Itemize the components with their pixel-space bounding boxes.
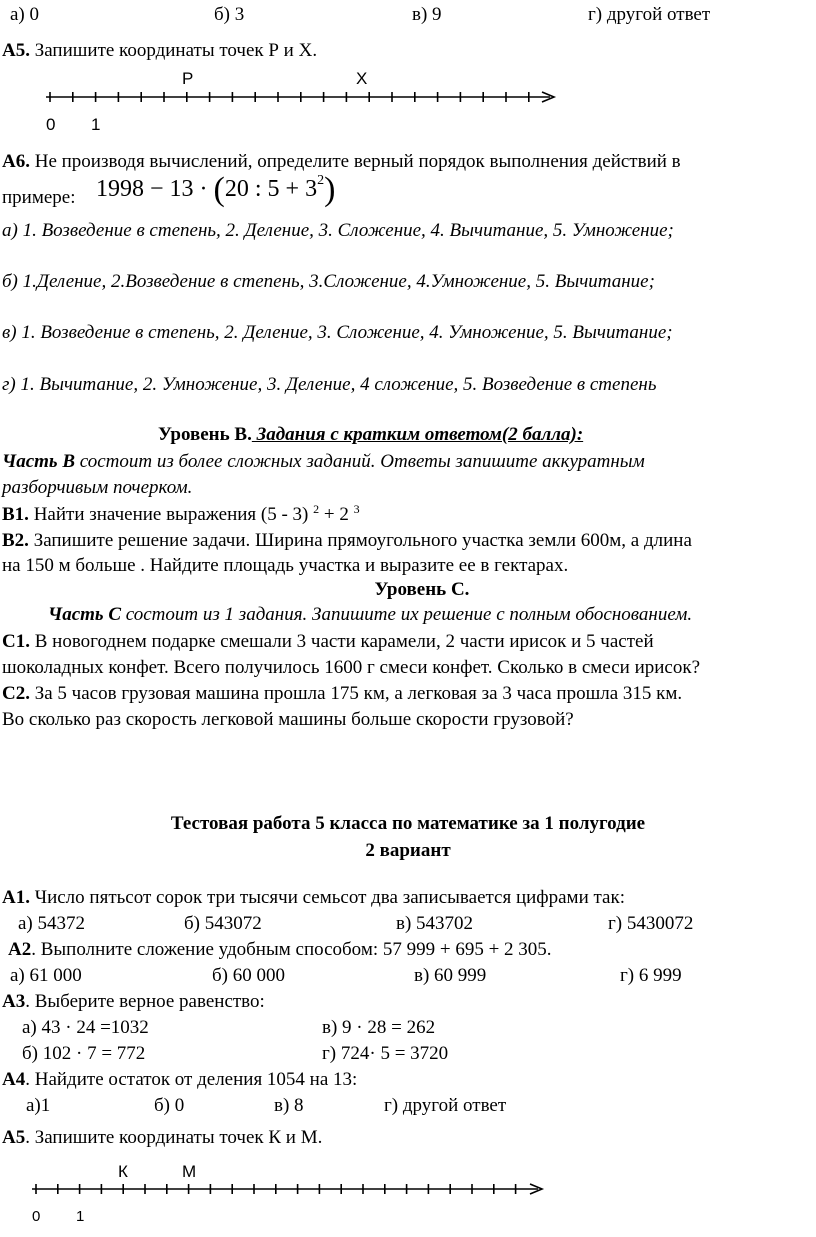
task-text: . Найдите остаток от деления 1054 на 13: — [25, 1069, 358, 1090]
task-c2 — [2, 682, 682, 706]
a3-option-c: в) 9 · 28 = 262 — [322, 1017, 436, 1038]
task-number: В1. — [2, 504, 29, 525]
label-0: 0 — [32, 1208, 41, 1225]
power: 3 — [353, 502, 360, 516]
a1-option-c: в) 543702 — [396, 913, 474, 934]
answer-b: б) 3 — [214, 4, 245, 25]
variant2-subtitle: 2 вариант — [365, 840, 451, 861]
math-expression: 1998 − 13 · (20 : $5 + 3^2$) — [96, 171, 336, 208]
task-number: В2. — [2, 530, 29, 551]
task-number: С1. — [2, 631, 30, 652]
task-b1 — [2, 503, 360, 527]
variant2-title: Тестовая работа 5 класса по математике за 1 полугодие — [170, 813, 646, 834]
task-text: Не производя вычислений, определите верный порядок выполнения действий в — [29, 151, 681, 172]
part-b-desc-2: разборчивым почерком. — [2, 477, 193, 498]
number-line-2 — [0, 1160, 560, 1230]
task-number: А2 — [8, 939, 32, 960]
label-m: М — [182, 1162, 197, 1181]
task-number: А4 — [2, 1069, 26, 1090]
task-c2-line2: Во сколько раз скорость легковой машины больше скорости грузовой? — [2, 709, 574, 730]
part-text: состоит из более сложных заданий. Ответы запишите аккуратным — [75, 451, 645, 472]
part-text: состоит из 1 задания. Запишите их решение с полным обоснованием. — [121, 604, 693, 625]
task-a1 — [2, 886, 625, 910]
task-text: Найти значение выражения (5 - 3) — [28, 504, 314, 525]
task-number: А3 — [2, 991, 26, 1012]
task-text: Запишите координаты точек Р и Х. — [29, 40, 318, 61]
a4-option-a: а)1 — [26, 1095, 51, 1116]
level-c-heading: Уровень С. — [374, 579, 470, 600]
task-text: За 5 часов грузовая машина прошла 175 км, а легковая за 3 часа прошла 315 км. — [29, 683, 683, 704]
a4-option-b: б) 0 — [154, 1095, 185, 1116]
task-a6-line2 — [2, 186, 76, 210]
option-d: г) 1. Вычитание, 2. Умножение, 3. Деление, 4 сложение, 5. Возведение в степень — [2, 374, 657, 395]
a2-option-c: в) 60 999 — [414, 965, 487, 986]
task-number: А1. — [2, 887, 30, 908]
task-a6 — [2, 150, 681, 174]
task-text: . Запишите координаты точек К и М. — [25, 1127, 323, 1148]
label-p: Р — [182, 69, 194, 88]
expr-part: 1998 − 13 · — [96, 176, 214, 202]
task-text: В новогоднем подарке смешали 3 части карамели, 2 части ирисок и 5 частей — [29, 631, 654, 652]
part-label: Часть В — [2, 451, 76, 472]
level-title: Уровень В. — [158, 424, 252, 445]
option-b: б) 1.Деление, 2.Возведение в степень, 3.Сложение, 4.Умножение, 5. Вычитание; — [2, 271, 655, 292]
task-text: . Выберите верное равенство: — [25, 991, 265, 1012]
number-line-1 — [0, 66, 560, 136]
task-c1-line2: шоколадных конфет. Всего получилось 1600 г смеси конфет. Сколько в смеси ирисок? — [2, 657, 701, 678]
answer-a: а) 0 — [10, 4, 40, 25]
label-1: 1 — [76, 1208, 85, 1225]
level-subtitle: Задания с кратким ответом(2 балла): — [251, 424, 584, 445]
task-text: Число пятьсот сорок три тысячи семьсот два записывается цифрами так: — [29, 887, 625, 908]
label-0: 0 — [46, 115, 56, 134]
label-x: Х — [356, 69, 368, 88]
expr-part: 20 : 5 + 3 — [224, 176, 318, 202]
task-text: примере: — [2, 187, 76, 208]
task-number: С2. — [2, 683, 30, 704]
task-text: . Выполните сложение удобным способом: 57 999 + 695 + 2 305. — [31, 939, 552, 960]
label-k: К — [118, 1162, 128, 1181]
a4-option-d: г) другой ответ — [384, 1095, 507, 1116]
task-number: А6. — [2, 151, 30, 172]
task-c1 — [2, 630, 654, 654]
task-a4 — [2, 1068, 357, 1092]
part-b-desc — [2, 450, 645, 474]
a3-option-d: г) 724· 5 = 3720 — [322, 1043, 449, 1064]
a1-option-a: а) 54372 — [18, 913, 86, 934]
a3-option-a: а) 43 · 24 =1032 — [22, 1017, 149, 1038]
answer-c: в) 9 — [412, 4, 442, 25]
task-number: А5 — [2, 1127, 26, 1148]
task-a5-v1 — [2, 39, 317, 63]
task-a3 — [2, 990, 265, 1014]
a1-option-b: б) 543072 — [184, 913, 262, 934]
option-c: в) 1. Возведение в степень, 2. Деление, 3. Сложение, 4. Умножение, 5. Вычитание; — [2, 322, 673, 343]
power: 2 — [313, 502, 320, 516]
task-number: А5. — [2, 40, 30, 61]
a2-option-b: б) 60 000 — [212, 965, 285, 986]
part-c-desc — [48, 603, 692, 627]
task-text: + 2 — [319, 504, 354, 525]
task-text: Запишите решение задачи. Ширина прямоугольного участка земли 600м, а длина — [28, 530, 692, 551]
answer-d: г) другой ответ — [588, 4, 711, 25]
a2-option-d: г) 6 999 — [620, 965, 682, 986]
a3-option-b: б) 102 · 7 = 772 — [22, 1043, 146, 1064]
level-b-heading — [158, 423, 583, 447]
task-a2 — [8, 938, 552, 962]
task-b2 — [2, 529, 692, 553]
label-1: 1 — [91, 115, 101, 134]
expr-power: 2 — [317, 173, 325, 188]
a4-option-c: в) 8 — [274, 1095, 304, 1116]
task-a5-v2 — [2, 1126, 322, 1150]
part-label: Часть С — [48, 604, 122, 625]
option-a: а) 1. Возведение в степень, 2. Деление, 3. Сложение, 4. Вычитание, 5. Умножение; — [2, 220, 674, 241]
a2-option-a: а) 61 000 — [10, 965, 82, 986]
task-b2-line2: на 150 м больше . Найдите площадь участка и выразите ее в гектарах. — [2, 555, 569, 576]
a1-option-d: г) 5430072 — [608, 913, 694, 934]
